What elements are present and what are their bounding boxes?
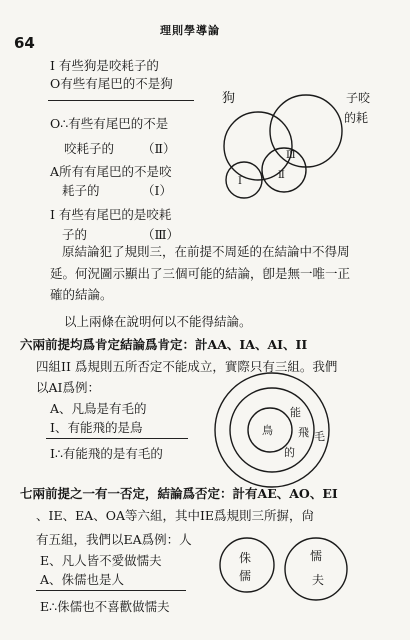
label-coward-1: 懦: [310, 549, 323, 563]
summary-line: 以上兩條在說明何以不能得結論。: [64, 314, 252, 329]
mark-ii: （Ⅱ）: [142, 141, 176, 156]
alt-conclusion-a: A所有有尾巴的不是咬: [50, 164, 172, 179]
section-6-line-2: 四組II 爲規則五所否定不能成立，實際只有三組。我們: [36, 359, 338, 374]
region-ii: Ⅱ: [278, 170, 285, 181]
conclusion-o: O∴有些有尾巴的不是: [50, 116, 169, 131]
label-fly-2: 飛: [298, 426, 309, 439]
label-fly-3: 的: [284, 446, 295, 459]
section-6-line-1: 六兩前提均爲肯定結論爲肯定：計AA、IA、AI、II: [20, 337, 308, 352]
paragraph-1-line-1: 原結論犯了規則三，在前提不周延的在結論中不得周: [62, 244, 350, 259]
circle-rat-biters: [270, 95, 342, 167]
divider-rule-2: [46, 438, 188, 439]
premise-i-dogs: I 有些狗是咬耗子的: [50, 58, 159, 73]
section-7-line-3: 有五組，我們以EA爲例：人: [36, 532, 192, 547]
page-number: 64: [14, 34, 35, 52]
circle-dwarf: [220, 538, 274, 592]
section-7-line-2: 、IE、EA、OA等六組，其中IE爲規則三所摒，尙: [36, 508, 315, 523]
paragraph-1-line-3: 確的結論。: [50, 287, 113, 302]
section-7-conclusion: E∴侏儒也不喜歡做懦夫: [40, 599, 170, 614]
label-feather: 毛: [314, 430, 325, 443]
label-coward-2: 夫: [312, 573, 325, 587]
section-6-conclusion: I∴有能飛的是有毛的: [50, 446, 163, 461]
section-6-premise-i: I、有能飛的是鳥: [50, 420, 143, 435]
label-bird: 鳥: [262, 424, 273, 437]
label-dwarf-2: 儒: [239, 569, 252, 583]
conclusion-o-cont: 咬耗子的: [64, 141, 115, 156]
divider-rule-3: [36, 590, 186, 591]
label-dog: 狗: [222, 91, 236, 106]
section-6-line-3: 以AI爲例：: [36, 380, 100, 395]
paragraph-1-line-2: 延。何況圖示顯出了三個可能的結論，卽是無一唯一正: [50, 266, 351, 281]
section-7-line-1: 七兩前提之一有一否定，結論爲否定：計有AE、AO、EI: [20, 486, 338, 501]
section-6-premise-a: A、凡鳥是有毛的: [50, 401, 147, 416]
section-7-premise-e: E、凡人皆不愛做懦夫: [40, 553, 162, 568]
mark-i: （Ⅰ）: [142, 183, 172, 198]
label-rat-1: 子咬: [346, 91, 371, 105]
alt-conclusion-i: I 有些有尾巴的是咬耗: [50, 207, 172, 222]
mark-iii: （Ⅲ）: [142, 227, 180, 242]
running-title: 理則學導論: [160, 24, 220, 37]
label-rat-2: 的耗: [344, 111, 369, 125]
premise-o-tailed: O有些有尾巴的不是狗: [50, 76, 173, 91]
alt-conclusion-a-cont: 耗子的: [62, 183, 100, 198]
section-7-premise-a: A、侏儒也是人: [40, 572, 125, 587]
region-iii: Ⅲ: [286, 150, 296, 161]
region-i: Ⅰ: [238, 176, 242, 187]
alt-conclusion-i-cont: 子的: [62, 227, 88, 242]
label-fly-1: 能: [290, 406, 301, 419]
label-dwarf-1: 侏: [239, 551, 252, 565]
circle-coward: [285, 538, 347, 600]
